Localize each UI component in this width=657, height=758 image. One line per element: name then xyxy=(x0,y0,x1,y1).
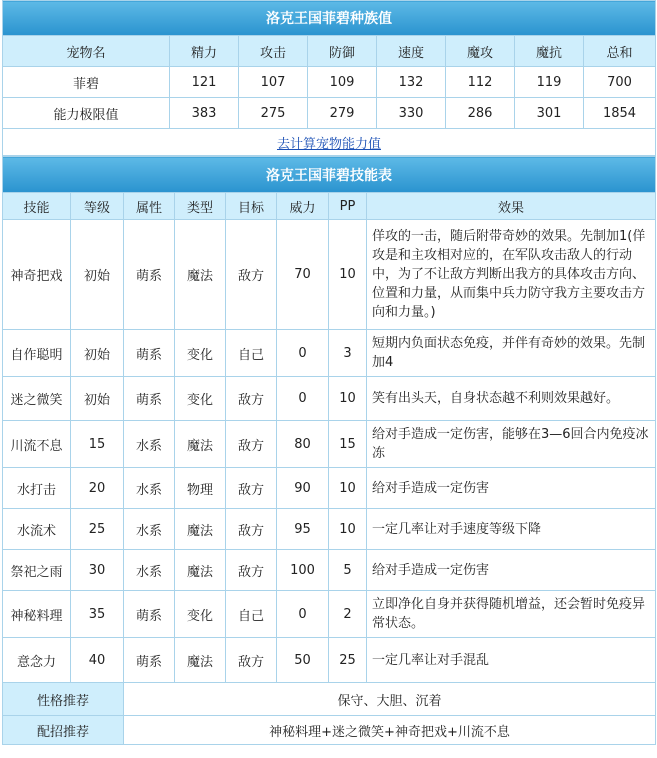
stats-cell: 286 xyxy=(446,98,515,129)
header-skill: 技能 xyxy=(3,193,71,220)
skill-effect-cell: 给对手造成一定伤害，能够在3—6回合内免疫冰冻 xyxy=(367,421,656,468)
skill-attr-cell: 水系 xyxy=(124,550,175,591)
stats-cell: 383 xyxy=(170,98,239,129)
skill-attr-cell: 水系 xyxy=(124,509,175,550)
stats-cell: 301 xyxy=(515,98,584,129)
skill-effect-cell: 一定几率让对手速度等级下降 xyxy=(367,509,656,550)
skill-name-cell: 祭祀之雨 xyxy=(3,550,71,591)
skill-name-cell: 神奇把戏 xyxy=(3,220,71,330)
skills-title: 洛克王国菲碧技能表 xyxy=(3,157,656,193)
stats-cell: 菲碧 xyxy=(3,67,170,98)
header-pet-name: 宠物名 xyxy=(3,36,170,67)
skill-row xyxy=(3,591,656,638)
skill-target-cell: 敌方 xyxy=(226,638,277,683)
skill-row xyxy=(3,550,656,591)
skills-header-row xyxy=(3,193,656,220)
skill-effect-cell: 立即净化自身并获得随机增益，还会暂时免疫异常状态。 xyxy=(367,591,656,638)
stats-cell: 119 xyxy=(515,67,584,98)
skill-row xyxy=(3,377,656,421)
header-attack: 攻击 xyxy=(239,36,308,67)
stats-cell: 能力极限值 xyxy=(3,98,170,129)
stats-cell: 1854 xyxy=(584,98,656,129)
skill-type-cell: 魔法 xyxy=(175,509,226,550)
skill-row xyxy=(3,330,656,377)
stats-cell: 330 xyxy=(377,98,446,129)
stats-cell: 700 xyxy=(584,67,656,98)
skill-pp-cell: 10 xyxy=(329,377,367,421)
skill-row xyxy=(3,468,656,509)
skill-type-cell: 物理 xyxy=(175,468,226,509)
skill-type-cell: 魔法 xyxy=(175,550,226,591)
skill-effect-cell: 笑有出头天，自身状态越不利则效果越好。 xyxy=(367,377,656,421)
header-level: 等级 xyxy=(71,193,124,220)
skill-effect-cell: 给对手造成一定伤害 xyxy=(367,468,656,509)
stats-table xyxy=(2,0,656,156)
skill-level-cell: 初始 xyxy=(71,377,124,421)
skill-attr-cell: 水系 xyxy=(124,468,175,509)
skill-target-cell: 自己 xyxy=(226,330,277,377)
skills-table xyxy=(2,156,656,745)
skill-row xyxy=(3,220,656,330)
skill-name-cell: 神秘料理 xyxy=(3,591,71,638)
skill-level-cell: 40 xyxy=(71,638,124,683)
skill-name-cell: 意念力 xyxy=(3,638,71,683)
stats-cell: 107 xyxy=(239,67,308,98)
skill-power-cell: 0 xyxy=(277,591,329,638)
skill-attr-cell: 水系 xyxy=(124,421,175,468)
skill-target-cell: 自己 xyxy=(226,591,277,638)
skill-name-cell: 川流不息 xyxy=(3,421,71,468)
header-total: 总和 xyxy=(584,36,656,67)
skill-pp-cell: 10 xyxy=(329,468,367,509)
header-magic-attack: 魔攻 xyxy=(446,36,515,67)
skill-name-cell: 水打击 xyxy=(3,468,71,509)
skill-attr-cell: 萌系 xyxy=(124,377,175,421)
skill-type-cell: 魔法 xyxy=(175,638,226,683)
skill-target-cell: 敌方 xyxy=(226,377,277,421)
skill-pp-cell: 15 xyxy=(329,421,367,468)
skill-level-cell: 20 xyxy=(71,468,124,509)
nature-value: 保守、大胆、沉着 xyxy=(124,683,656,716)
skill-name-cell: 水流术 xyxy=(3,509,71,550)
skill-effect-cell: 一定几率让对手混乱 xyxy=(367,638,656,683)
stats-title: 洛克王国菲碧种族值 xyxy=(3,1,656,36)
skill-type-cell: 魔法 xyxy=(175,421,226,468)
skill-level-cell: 初始 xyxy=(71,330,124,377)
skill-level-cell: 15 xyxy=(71,421,124,468)
stats-header-row xyxy=(3,36,656,67)
stats-cell: 279 xyxy=(308,98,377,129)
skill-pp-cell: 25 xyxy=(329,638,367,683)
stats-cell: 275 xyxy=(239,98,308,129)
stats-cell: 132 xyxy=(377,67,446,98)
skill-row xyxy=(3,421,656,468)
skill-power-cell: 0 xyxy=(277,330,329,377)
skill-attr-cell: 萌系 xyxy=(124,638,175,683)
skill-level-cell: 30 xyxy=(71,550,124,591)
skill-target-cell: 敌方 xyxy=(226,468,277,509)
header-power: 威力 xyxy=(277,193,329,220)
skill-power-cell: 80 xyxy=(277,421,329,468)
skill-name-cell: 自作聪明 xyxy=(3,330,71,377)
header-effect: 效果 xyxy=(367,193,656,220)
skill-pp-cell: 10 xyxy=(329,220,367,330)
skill-pp-cell: 2 xyxy=(329,591,367,638)
header-pp: PP xyxy=(329,193,367,220)
header-defense: 防御 xyxy=(308,36,377,67)
skill-pp-cell: 10 xyxy=(329,509,367,550)
skill-target-cell: 敌方 xyxy=(226,421,277,468)
combo-row xyxy=(3,716,656,745)
skill-level-cell: 25 xyxy=(71,509,124,550)
stats-row-base xyxy=(3,67,656,98)
skill-type-cell: 变化 xyxy=(175,330,226,377)
nature-label: 性格推荐 xyxy=(3,683,124,716)
skill-target-cell: 敌方 xyxy=(226,550,277,591)
skill-power-cell: 100 xyxy=(277,550,329,591)
skill-power-cell: 95 xyxy=(277,509,329,550)
nature-row xyxy=(3,683,656,716)
skill-power-cell: 70 xyxy=(277,220,329,330)
combo-value: 神秘料理+迷之微笑+神奇把戏+川流不息 xyxy=(124,716,656,745)
header-hp: 精力 xyxy=(170,36,239,67)
skill-type-cell: 魔法 xyxy=(175,220,226,330)
skill-target-cell: 敌方 xyxy=(226,509,277,550)
skill-pp-cell: 5 xyxy=(329,550,367,591)
skill-attr-cell: 萌系 xyxy=(124,591,175,638)
skill-row xyxy=(3,509,656,550)
skill-effect-cell: 佯攻的一击，随后附带奇妙的效果。先制加1(佯攻是和主攻相对应的，在军队攻击敌人的行动中，为了不让敌方判断出我方的具体攻击方向、位置和力量，从而集中兵力防守我方主要攻击方向和力量。) xyxy=(367,220,656,330)
skill-power-cell: 50 xyxy=(277,638,329,683)
skill-pp-cell: 3 xyxy=(329,330,367,377)
skill-attr-cell: 萌系 xyxy=(124,330,175,377)
header-type: 类型 xyxy=(175,193,226,220)
stats-cell: 109 xyxy=(308,67,377,98)
header-speed: 速度 xyxy=(377,36,446,67)
stats-cell: 121 xyxy=(170,67,239,98)
skill-attr-cell: 萌系 xyxy=(124,220,175,330)
skill-level-cell: 初始 xyxy=(71,220,124,330)
skill-effect-cell: 给对手造成一定伤害 xyxy=(367,550,656,591)
skill-level-cell: 35 xyxy=(71,591,124,638)
skill-power-cell: 0 xyxy=(277,377,329,421)
skill-power-cell: 90 xyxy=(277,468,329,509)
skill-type-cell: 变化 xyxy=(175,591,226,638)
combo-label: 配招推荐 xyxy=(3,716,124,745)
skill-target-cell: 敌方 xyxy=(226,220,277,330)
header-attribute: 属性 xyxy=(124,193,175,220)
skill-type-cell: 变化 xyxy=(175,377,226,421)
stats-cell: 112 xyxy=(446,67,515,98)
header-target: 目标 xyxy=(226,193,277,220)
skill-name-cell: 迷之微笑 xyxy=(3,377,71,421)
calc-ability-link[interactable]: 去计算宠物能力值 xyxy=(276,136,381,152)
header-magic-defense: 魔抗 xyxy=(515,36,584,67)
stats-row-limit xyxy=(3,98,656,129)
skill-row xyxy=(3,638,656,683)
skill-effect-cell: 短期内负面状态免疫，并伴有奇妙的效果。先制加4 xyxy=(367,330,656,377)
